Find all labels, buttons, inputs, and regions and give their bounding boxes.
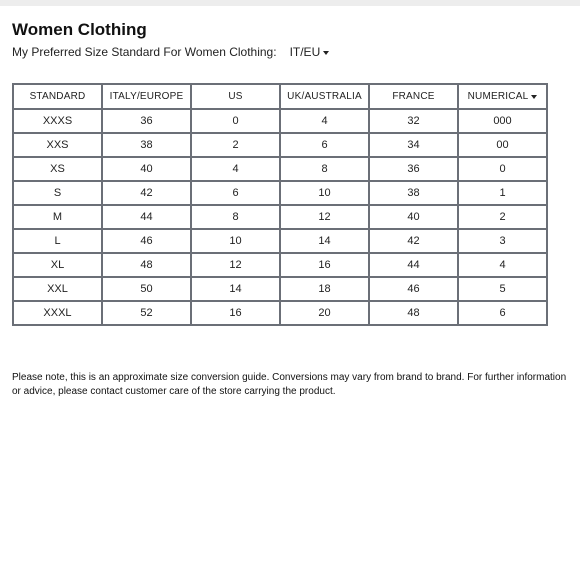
table-cell: 2 (191, 133, 280, 157)
table-row (13, 133, 547, 157)
disclaimer-note: Please note, this is an approximate size conversion guide. Conversions may vary from brand to brand. For further information or advice, please contact customer care of the store carrying the product. (12, 372, 567, 397)
table-cell: 000 (458, 109, 547, 133)
table-cell: XXXL (13, 301, 102, 325)
table-row (13, 181, 547, 205)
table-cell: 14 (280, 229, 369, 253)
table-cell: 6 (280, 133, 369, 157)
table-cell: 10 (280, 181, 369, 205)
table-cell: 18 (280, 277, 369, 301)
table-cell: 40 (102, 157, 191, 181)
table-cell: 48 (369, 301, 458, 325)
table-cell: XXXS (13, 109, 102, 133)
caret-down-icon (323, 51, 329, 55)
table-cell: 12 (191, 253, 280, 277)
table-row (13, 277, 547, 301)
size-standard-value: IT/EU (289, 45, 321, 59)
size-preference (12, 45, 329, 59)
table-cell: 44 (369, 253, 458, 277)
table-cell: 46 (102, 229, 191, 253)
table-cell: XXL (13, 277, 102, 301)
table-cell: 14 (191, 277, 280, 301)
table-cell: 38 (369, 181, 458, 205)
table-cell: 52 (102, 301, 191, 325)
table-cell: 5 (458, 277, 547, 301)
table-cell: 34 (369, 133, 458, 157)
table-cell: 4 (458, 253, 547, 277)
table-row (13, 301, 547, 325)
size-standard-dropdown[interactable] (290, 45, 330, 59)
top-bar (0, 0, 580, 6)
table-row (13, 109, 547, 133)
table-header-row (13, 84, 547, 109)
table-cell: 44 (102, 205, 191, 229)
table-cell: 6 (191, 181, 280, 205)
table-cell: 8 (191, 205, 280, 229)
table-cell: 00 (458, 133, 547, 157)
column-header-standard: STANDARD (13, 84, 102, 109)
column-header-france: FRANCE (369, 84, 458, 109)
column-header-us: US (191, 84, 280, 109)
table-row (13, 205, 547, 229)
table-cell: 38 (102, 133, 191, 157)
table-cell: XL (13, 253, 102, 277)
size-preference-label: My Preferred Size Standard For Women Clothing: (12, 45, 277, 59)
table-cell: 8 (280, 157, 369, 181)
numerical-header-label: NUMERICAL (467, 91, 529, 102)
table-cell: 4 (191, 157, 280, 181)
table-cell: 46 (369, 277, 458, 301)
table-cell: 42 (369, 229, 458, 253)
table-cell: S (13, 181, 102, 205)
table-row (13, 157, 547, 181)
column-header-italy-europe: ITALY/EUROPE (102, 84, 191, 109)
table-cell: 1 (458, 181, 547, 205)
table-cell: XS (13, 157, 102, 181)
table-cell: 12 (280, 205, 369, 229)
caret-down-icon (531, 95, 537, 99)
column-header-numerical-dropdown[interactable] (458, 84, 547, 109)
table-cell: 36 (369, 157, 458, 181)
table-cell: L (13, 229, 102, 253)
column-header-uk-australia: UK/AUSTRALIA (280, 84, 369, 109)
table-cell: M (13, 205, 102, 229)
table-cell: 36 (102, 109, 191, 133)
table-cell: 20 (280, 301, 369, 325)
table-cell: 32 (369, 109, 458, 133)
table-cell: 48 (102, 253, 191, 277)
table-cell: 4 (280, 109, 369, 133)
table-cell: 6 (458, 301, 547, 325)
table-row (13, 253, 547, 277)
table-cell: XXS (13, 133, 102, 157)
table-cell: 40 (369, 205, 458, 229)
page-title: Women Clothing (12, 20, 147, 39)
table-cell: 16 (191, 301, 280, 325)
size-conversion-table (12, 83, 548, 326)
table-cell: 0 (458, 157, 547, 181)
table-cell: 0 (191, 109, 280, 133)
table-cell: 2 (458, 205, 547, 229)
table-cell: 50 (102, 277, 191, 301)
table-cell: 10 (191, 229, 280, 253)
table-row (13, 229, 547, 253)
table-cell: 3 (458, 229, 547, 253)
table-cell: 42 (102, 181, 191, 205)
table-cell: 16 (280, 253, 369, 277)
